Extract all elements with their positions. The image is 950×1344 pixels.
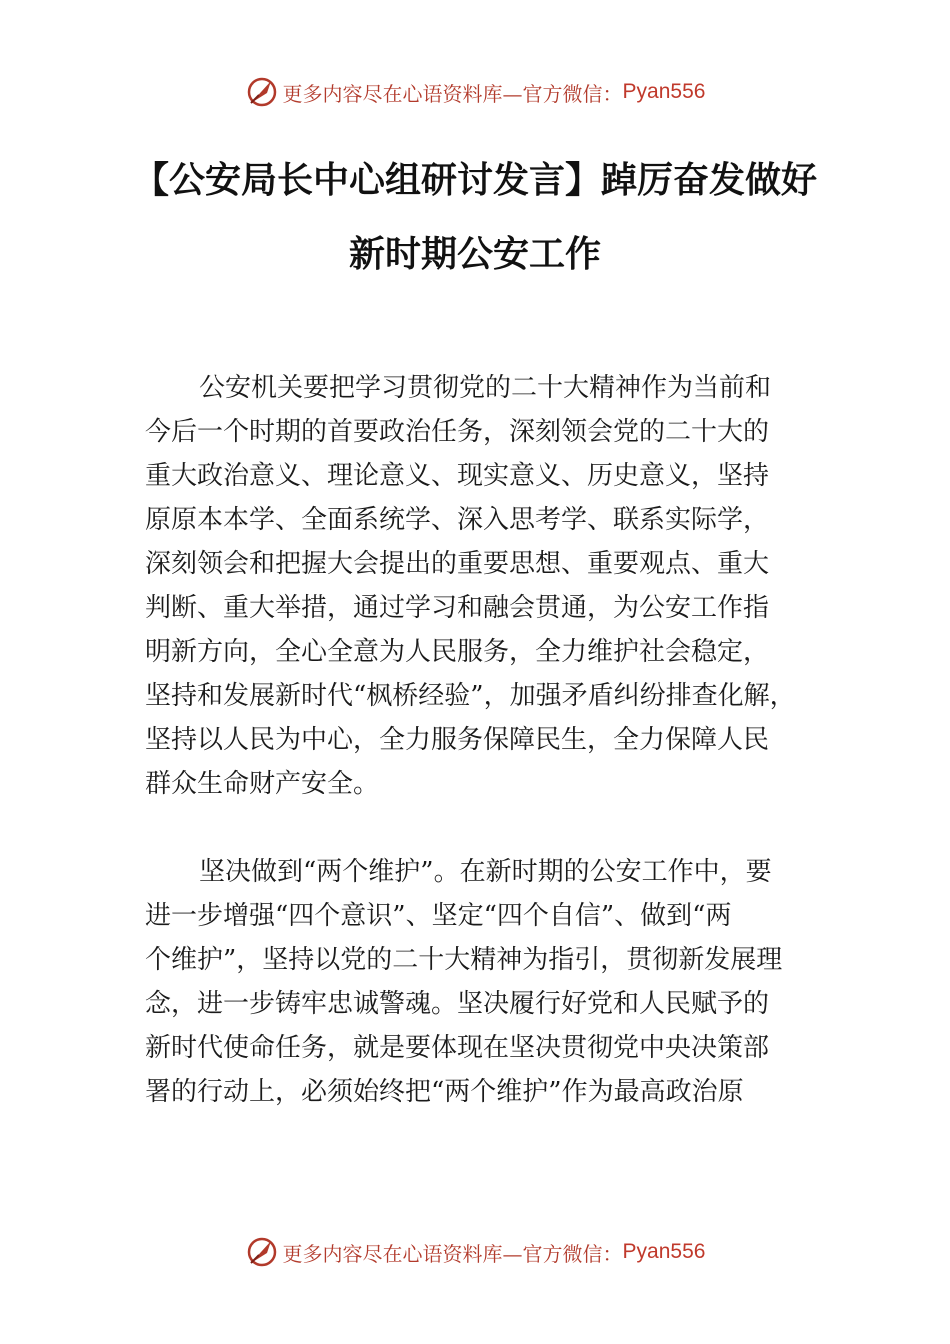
paragraph-line: 个维护”，坚持以党的二十大精神为指引，贯彻新发展理 — [145, 945, 783, 975]
document-body — [145, 366, 805, 1158]
watermark-wechat-id: Pyan556 — [622, 80, 706, 103]
paragraph-2 — [145, 850, 805, 1114]
paragraph-line: 明新方向，全心全意为人民服务，全力维护社会稳定， — [145, 637, 770, 667]
paragraph-line: 坚持以人民为中心，全力服务保障民生，全力保障人民 — [145, 725, 770, 755]
quill-logo-icon — [245, 75, 279, 109]
watermark-banner-top — [0, 72, 950, 112]
paragraph-line: 深刻领会和把握大会提出的重要思想、重要观点、重大 — [145, 549, 770, 579]
paragraph-line: 今后一个时期的首要政治任务，深刻领会党的二十大的 — [145, 417, 770, 447]
watermark-text: 更多内容尽在心语资料库—官方微信： — [282, 1241, 623, 1266]
paragraph-line: 原原本本学、全面系统学、深入思考学、联系实际学， — [145, 505, 770, 535]
paragraph-line: 判断、重大举措，通过学习和融会贯通，为公安工作指 — [145, 593, 770, 623]
paragraph-line: 坚持和发展新时代“枫桥经验”，加强矛盾纠纷排查化解， — [145, 681, 796, 711]
paragraph-line: 群众生命财产安全。 — [145, 769, 380, 799]
watermark-banner-bottom — [0, 1232, 950, 1272]
paragraph-line: 署的行动上，必须始终把“两个维护”作为最高政治原 — [145, 1077, 744, 1107]
paragraph-line: 念，进一步铸牢忠诚警魂。坚决履行好党和人民赋予的 — [145, 989, 770, 1019]
paragraph-line: 坚决做到“两个维护”。在新时期的公安工作中，要 — [199, 857, 772, 887]
paragraph-line: 进一步增强“四个意识”、坚定“四个自信”、做到“两 — [145, 901, 732, 931]
watermark-text: 更多内容尽在心语资料库—官方微信： — [282, 81, 623, 106]
paragraph-1 — [145, 366, 805, 806]
quill-logo-icon — [245, 1235, 279, 1269]
document-title-line-2: 新时期公安工作 — [348, 234, 601, 275]
paragraph-line: 新时代使命任务，就是要体现在坚决贯彻党中央决策部 — [145, 1033, 770, 1063]
paragraph-line: 公安机关要把学习贯彻党的二十大精神作为当前和 — [199, 373, 772, 403]
document-title-line-1: 【公安局长中心组研讨发言】踔厉奋发做好 — [132, 160, 817, 201]
paragraph-line: 重大政治意义、理论意义、现实意义、历史意义，坚持 — [145, 461, 770, 491]
watermark-wechat-id: Pyan556 — [622, 1240, 706, 1263]
